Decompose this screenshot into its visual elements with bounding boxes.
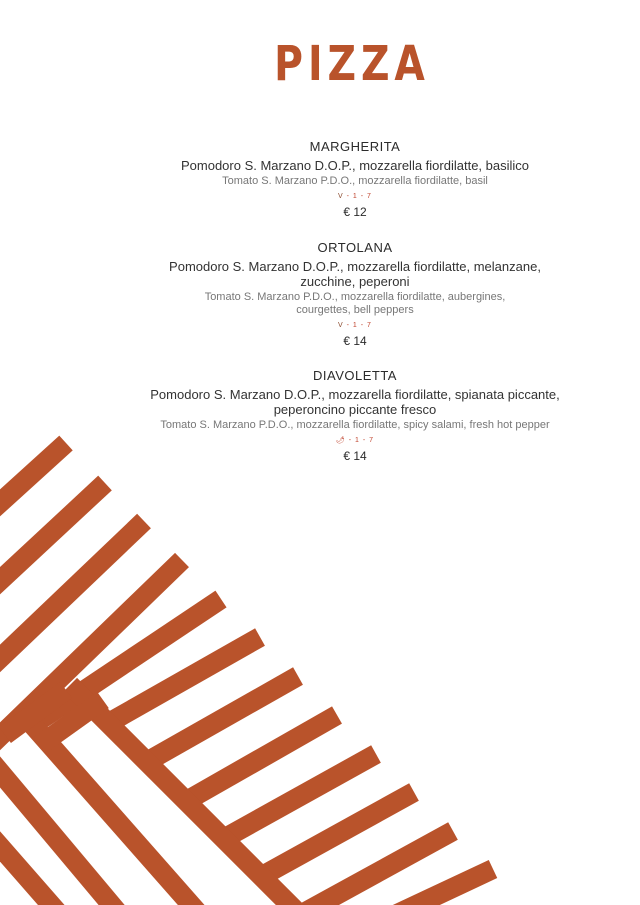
spicy-chili-icon: 🌶 xyxy=(335,437,346,444)
stripe xyxy=(395,869,493,905)
stripe xyxy=(0,521,144,668)
dietary-tags: 🌶 - 1 - 7 xyxy=(335,437,375,444)
menu-item-margherita xyxy=(120,139,590,220)
item-description-italian: Pomodoro S. Marzano D.O.P., mozzarella fiordilatte, spianata piccante, peperoncino piccante fresco xyxy=(150,387,560,417)
item-name: DIAVOLETTA xyxy=(313,368,397,383)
item-description-english: Tomato S. Marzano P.D.O., mozzarella fiordilatte, spicy salami, fresh hot pepper xyxy=(160,419,550,431)
item-name: MARGHERITA xyxy=(309,139,401,154)
item-price: € 12 xyxy=(343,205,367,219)
item-price: € 14 xyxy=(343,449,367,463)
vegetarian-icon: V xyxy=(338,322,344,329)
page-title: PIZZA xyxy=(274,36,430,92)
item-price: € 14 xyxy=(343,334,367,348)
vegetarian-icon: V xyxy=(338,193,344,200)
item-description-english: Tomato S. Marzano P.D.O., mozzarella fiordilatte, basil xyxy=(222,175,488,187)
item-description-italian: Pomodoro S. Marzano D.O.P., mozzarella fiordilatte, basilico xyxy=(180,158,530,173)
menu-item-ortolana xyxy=(120,240,590,349)
item-name: ORTOLANA xyxy=(317,240,393,255)
stripe xyxy=(0,443,66,512)
menu-item-diavoletta xyxy=(120,368,590,464)
item-description-italian: Pomodoro S. Marzano D.O.P., mozzarella fiordilatte, melanzane, zucchine, peperoni xyxy=(169,259,541,289)
dietary-tags: V - 1 - 7 xyxy=(338,193,372,200)
stripe xyxy=(0,760,120,905)
dietary-tags: V - 1 - 7 xyxy=(338,322,372,329)
item-description-english: Tomato S. Marzano P.D.O., mozzarella fiordilatte, aubergines, courgettes, bell peppers xyxy=(204,291,506,316)
